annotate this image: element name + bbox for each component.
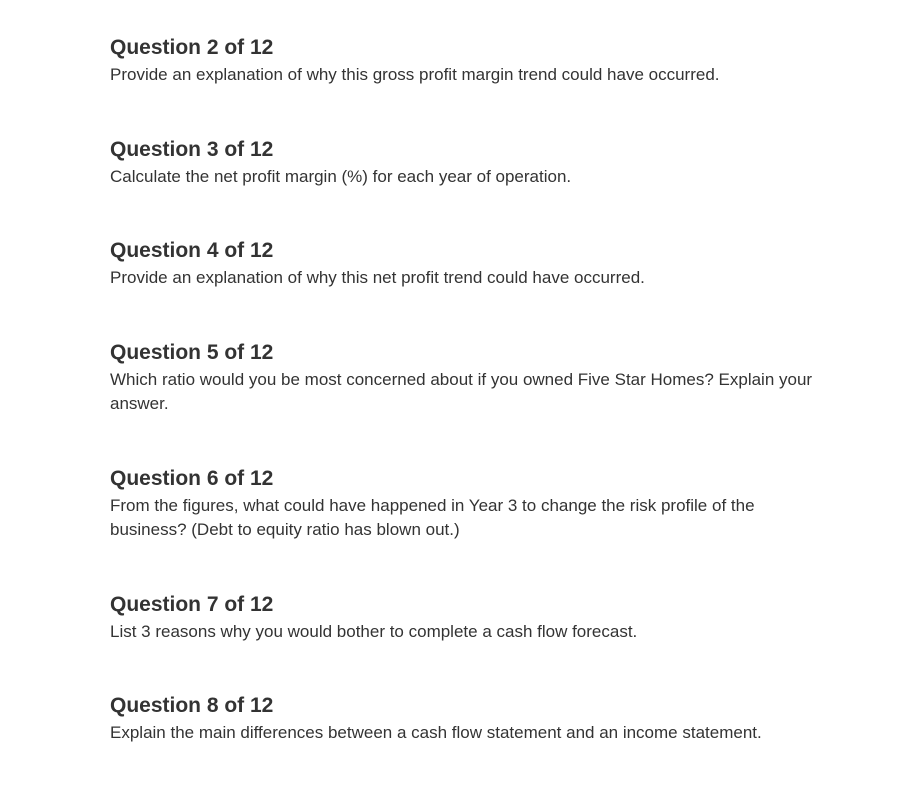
question-text: From the figures, what could have happened in Year 3 to change the risk profile of the business? (Debt to equity ratio has blown out.) [110,495,755,539]
question-title: Question 8 of 12 [110,694,274,717]
question-text: Which ratio would you be most concerned about if you owned Five Star Homes? Explain your answer. [110,369,813,413]
question-text: Calculate the net profit margin (%) for each year of operation. [110,166,572,186]
question-title: Question 2 of 12 [110,36,274,59]
question-text: Explain the main differences between a cash flow statement and an income statement. [110,723,762,742]
question-block-3 [110,135,830,190]
question-block-6 [110,464,830,543]
question-text: List 3 reasons why you would bother to complete a cash flow forecast. [110,621,638,641]
question-title: Question 5 of 12 [110,340,274,364]
question-block-5 [110,338,830,417]
question-title: Question 6 of 12 [110,466,274,490]
question-block-2 [110,33,830,88]
question-title: Question 7 of 12 [110,592,274,616]
question-title: Question 3 of 12 [110,137,274,161]
question-block-4 [110,236,830,291]
question-title: Question 4 of 12 [110,239,274,262]
question-list [110,33,830,746]
question-text: Provide an explanation of why this net profit trend could have occurred. [110,268,645,287]
question-block-7 [110,590,830,645]
question-text: Provide an explanation of why this gross profit margin trend could have occurred. [110,65,720,84]
question-block-8 [110,691,830,746]
